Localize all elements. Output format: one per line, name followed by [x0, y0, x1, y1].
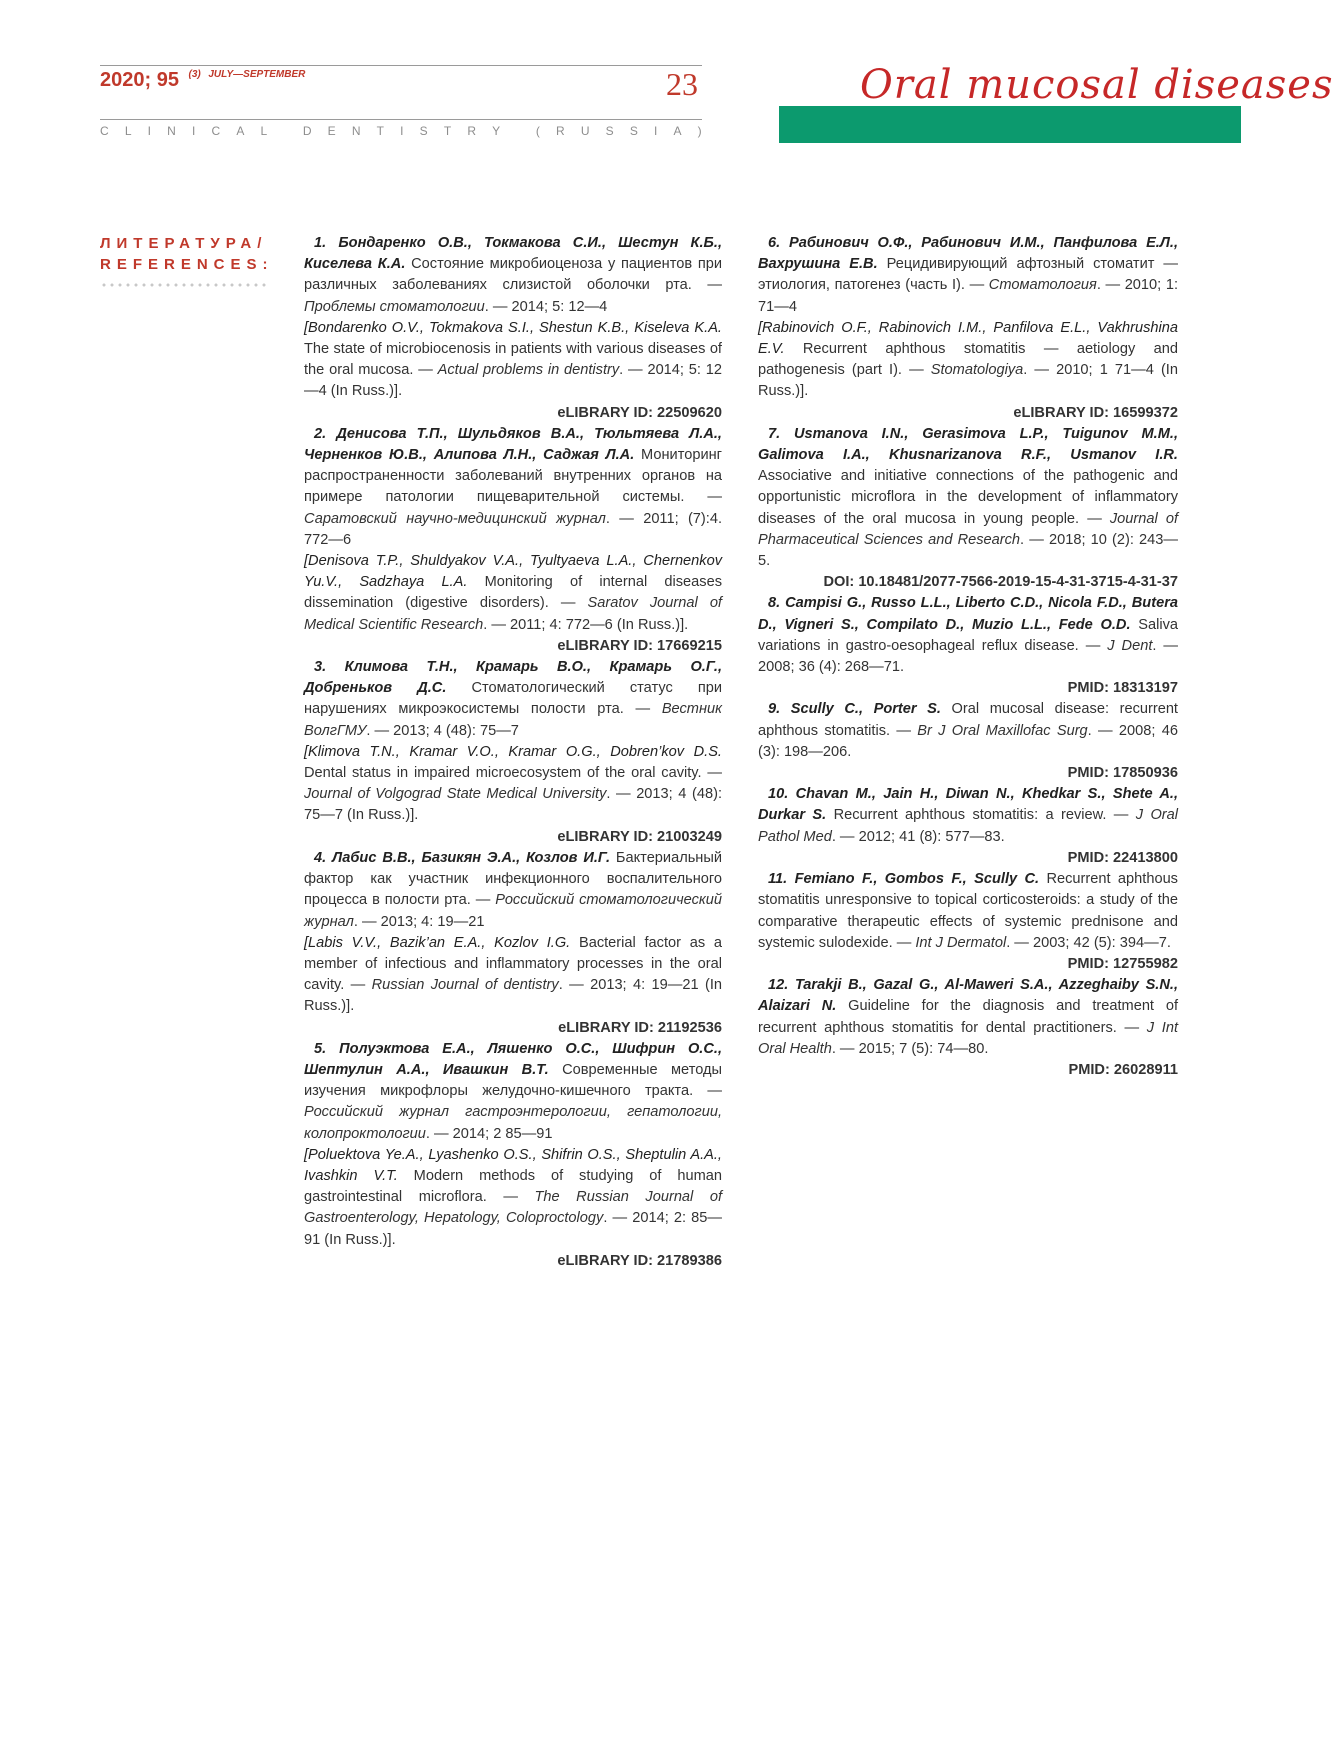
issue-number: (3)	[188, 69, 201, 80]
reference-id: PMID: 18313197	[1067, 680, 1178, 697]
reference-number: 2.	[314, 425, 337, 442]
reference-title-en: Dental status in impaired microecosystem of the oral cavity. —	[304, 765, 722, 782]
reference-title-en: Bacterial factor as a member of infectious and inflammatory processes in the oral cavity. —	[304, 934, 723, 994]
reference-source: J Oral Pathol Med	[758, 807, 1179, 845]
reference-number: 6.	[768, 235, 789, 251]
journal-letter: T	[443, 124, 452, 138]
reference-details: . — 2015; 7 (5): 74—80.	[831, 1040, 989, 1057]
reference-authors: Бондаренко О.В., Токмакова С.И., Шестун К.Б., Киселева К.А.	[304, 235, 722, 273]
reference-title: Guideline for the diagnosis and treatment of recurrent aphthous stomatitis for dental practitioners. —	[758, 998, 1178, 1036]
reference-translation	[304, 1145, 722, 1272]
reference-authors: Денисова Т.П., Шульдяков В.А., Тюльтяева Л.А., Черненков Ю.В., Алипова Л.Н., Саджая Л.А.	[304, 425, 722, 464]
journal-letter	[516, 124, 519, 138]
reference-number: 12.	[768, 977, 795, 994]
reference-authors: Scully C., Porter S.	[790, 701, 941, 718]
reference-title: Associative and initiative connections of the pathogenic and opportunistic microflora in the development of inflammatory diseases of the oral mucosa in young people. —	[758, 468, 1178, 527]
header-rule-bottom	[100, 119, 702, 120]
dotted-divider	[100, 283, 266, 287]
volume: 95	[156, 69, 179, 91]
year: 2020;	[100, 69, 152, 91]
reference-number: 9.	[768, 701, 791, 718]
reference-details-en: . — 2013; 4 (48): 75—7 (In Russ.)].	[304, 786, 722, 824]
reference-title-en: Modern methods of studying of human gastrointestinal microflora. —	[304, 1167, 722, 1206]
reference-source: J Dent	[1107, 637, 1153, 654]
section-color-bar	[779, 106, 1241, 143]
reference-id: DOI: 10.18481/2077-7566-2019-15-4-31-3715-4-31-37	[823, 574, 1178, 591]
references-label	[100, 233, 274, 275]
reference-source-en: Stomatologiya	[930, 362, 1024, 379]
reference-authors-en: [Denisova T.P., Shuldyakov V.A., Tyultyaeva L.A., Chernenkov Yu.V., Sadzhaya L.A.	[304, 553, 722, 591]
journal-letter: I	[654, 124, 658, 138]
reference-id: PMID: 17850936	[1067, 765, 1178, 782]
journal-letter: C	[211, 124, 221, 138]
reference-authors-en: [Labis V.V., Bazik’an E.A., Kozlov I.G.	[304, 934, 571, 951]
reference-source: J Int Oral Health	[758, 1019, 1179, 1057]
reference-number: 1.	[314, 235, 339, 251]
references-label-en: REFERENCES:	[100, 256, 274, 273]
journal-letter: C	[100, 124, 109, 138]
references-column-1	[304, 233, 722, 1272]
journal-letter: Y	[492, 124, 501, 138]
reference-details: . — 2010; 1: 71—4	[758, 277, 1178, 315]
reference-details-en: . — 2014; 5: 12—4 (In Russ.)].	[304, 362, 722, 400]
reference-id: PMID: 12755982	[1067, 955, 1178, 972]
reference-number: 10.	[768, 786, 796, 803]
reference-item	[758, 233, 1178, 318]
references-column-2	[758, 233, 1178, 1081]
journal-letter: A	[236, 124, 245, 138]
reference-details: . — 2018; 10 (2): 243—5.	[758, 531, 1178, 570]
reference-title: Состояние микробиоценоза у пациентов при различных заболеваниях слизистой оболочки рта. —	[304, 256, 722, 294]
reference-translation	[304, 318, 722, 424]
reference-title: Oral mucosal disease: recurrent aphthous stomatitis. —	[758, 701, 1178, 739]
reference-title: Recurrent aphthous stomatitis: a review. —	[826, 807, 1136, 824]
reference-title: Recurrent aphthous stomatitis unresponsive to topical corticosteroids: a study of the comparative therapeutic effects of systemic prednisone and systemic sulodexide. —	[758, 871, 1178, 951]
reference-authors: Femiano F., Gombos F., Scully C.	[794, 871, 1040, 888]
reference-item	[758, 699, 1178, 784]
reference-source: Journal of Pharmaceutical Sciences and Research	[758, 510, 1178, 548]
journal-letter: S	[629, 124, 638, 138]
reference-id: eLIBRARY ID: 22509620	[557, 404, 722, 421]
journal-letter: U	[580, 124, 590, 138]
reference-item	[758, 869, 1178, 975]
issue-period: JULY—SEPTEMBER	[208, 69, 306, 80]
reference-item	[304, 657, 722, 742]
reference-source-en: The Russian Journal of Gastroenterology, Hepatology, Coloproctology	[304, 1189, 722, 1227]
reference-authors: Usmanova I.N., Gerasimova L.P., Tuigunov M.M., Galimova I.A., Khusnarizanova R.F., Usmanov I.R.	[758, 425, 1179, 464]
reference-source-en: Russian Journal of dentistry	[371, 977, 559, 994]
reference-source: Проблемы стоматологии	[304, 298, 485, 315]
reference-source: Российский журнал гастроэнтерологии, гепатологии, колопроктологии	[304, 1104, 722, 1142]
reference-translation	[304, 742, 722, 848]
reference-item	[758, 975, 1178, 1081]
reference-item	[758, 593, 1178, 699]
reference-title: Saliva variations in gastro-oesophageal reflux disease. —	[758, 616, 1178, 654]
reference-source: Вестник ВолгГМУ	[304, 701, 722, 739]
reference-authors-en: [Klimova T.N., Kramar V.O., Kramar O.G., Dobren’kov D.S.	[304, 743, 722, 760]
reference-title: Стоматологический статус при нарушениях микроэкосистемы полости рта. —	[304, 680, 722, 718]
section-title: Oral mucosal diseases	[860, 62, 1334, 108]
header-rule-top	[100, 65, 702, 66]
reference-source-en: Actual problems in dentistry	[437, 362, 620, 379]
journal-letter: R	[556, 124, 565, 138]
reference-authors: Полуэктова Е.А., Ляшенко О.С., Шифрин О.С., Шептулин А.А., Ивашкин В.Т.	[304, 1040, 722, 1078]
reference-number: 11.	[768, 871, 795, 888]
reference-details: . — 2012; 41 (8): 577—83.	[831, 828, 1005, 845]
journal-letter: (	[535, 124, 540, 138]
reference-item	[758, 784, 1178, 869]
reference-source-en: Journal of Volgograd State Medical University	[304, 786, 607, 803]
journal-letter: I	[400, 124, 404, 138]
journal-letter: D	[302, 124, 312, 138]
reference-details: . — 2014; 5: 12—4	[484, 298, 608, 315]
reference-id: PMID: 22413800	[1067, 849, 1178, 866]
reference-source: Российский стоматологический журнал	[304, 892, 723, 930]
reference-details: . — 2003; 42 (5): 394—7.	[1006, 934, 1171, 951]
reference-title: Мониторинг распространенности заболеваний внутренних органов на примере патологии пищеварительной системы. —	[304, 447, 722, 506]
reference-source: Int J Dermatol	[915, 934, 1007, 951]
reference-authors: Климова Т.Н., Крамарь В.О., Крамарь О.Г., Добреньков Д.С.	[304, 659, 723, 697]
reference-number: 5.	[314, 1040, 340, 1057]
issue-info	[100, 69, 305, 92]
journal-letter: I	[192, 124, 196, 138]
reference-number: 3.	[314, 659, 345, 676]
reference-item	[758, 424, 1178, 594]
journal-letter: T	[376, 124, 385, 138]
reference-authors: Chavan M., Jain H., Diwan N., Khedkar S., Shete A., Durkar S.	[758, 786, 1178, 824]
journal-letter: L	[260, 124, 268, 138]
references-label-ru: ЛИТЕРАТУРА/	[100, 235, 268, 252]
journal-letter	[283, 124, 286, 138]
journal-letter: S	[605, 124, 614, 138]
reference-source: Саратовский научно-медицинский журнал	[304, 510, 606, 527]
reference-details: . — 2014; 2 85—91	[425, 1125, 553, 1142]
reference-title: Современные методы изучения микрофлоры желудочно-кишечного тракта. —	[304, 1061, 723, 1100]
reference-authors-en: [Poluektova Ye.A., Lyashenko O.S., Shifrin O.S., Sheptulin A.A., Ivashkin V.T.	[304, 1146, 722, 1184]
reference-title: Рецидивирующий афтозный стоматит — этиология, патогенез (часть I). —	[758, 256, 1178, 294]
reference-id: eLIBRARY ID: 21789386	[557, 1252, 722, 1269]
reference-authors: Рабинович О.Ф., Рабинович И.М., Панфилова Е.Л., Вахрушина Е.В.	[758, 235, 1178, 273]
reference-details: . — 2008; 36 (4): 268—71.	[758, 637, 1178, 676]
reference-details: . — 2013; 4 (48): 75—7	[366, 722, 519, 739]
reference-item	[304, 233, 722, 318]
reference-details: . — 2013; 4: 19—21	[353, 913, 485, 930]
reference-id: PMID: 26028911	[1068, 1061, 1178, 1078]
journal-letter: )	[697, 124, 702, 138]
reference-translation	[758, 318, 1178, 424]
reference-authors-en: [Rabinovich O.F., Rabinovich I.M., Panfilova E.L., Vakhrushina E.V.	[758, 319, 1178, 358]
reference-details: . — 2008; 46 (3): 198—206.	[758, 722, 1178, 760]
reference-title-en: The state of microbiocenosis in patients with various diseases of the oral mucosa. —	[304, 341, 722, 379]
page-number: 23	[666, 66, 698, 102]
reference-item	[304, 424, 722, 551]
reference-number: 8.	[768, 595, 786, 612]
journal-letter: S	[419, 124, 428, 138]
reference-number: 4.	[314, 849, 333, 866]
reference-details-en: . — 2013; 4: 19—21 (In Russ.)].	[304, 977, 723, 1015]
reference-item	[304, 848, 722, 933]
journal-letter: N	[351, 124, 361, 138]
journal-letter: I	[147, 124, 152, 138]
reference-details-en: . — 2014; 2: 85—91 (In Russ.)].	[304, 1210, 722, 1248]
reference-id: eLIBRARY ID: 21003249	[557, 828, 722, 845]
reference-authors: Campisi G., Russo L.L., Liberto C.D., Nicola F.D., Butera D., Vigneri S., Compilato D., Muzio L.L., Fede O.D.	[758, 595, 1178, 633]
reference-details: . — 2011; (7):4. 772—6	[304, 510, 723, 548]
reference-source: Стоматология	[988, 277, 1097, 294]
reference-title-en: Recurrent aphthous stomatitis — aetiology and pathogenesis (part I). —	[758, 341, 1178, 379]
journal-name	[100, 124, 702, 138]
reference-id: eLIBRARY ID: 17669215	[557, 637, 722, 654]
journal-letter: L	[124, 124, 132, 138]
reference-translation	[304, 933, 722, 1039]
reference-id: eLIBRARY ID: 16599372	[1013, 404, 1178, 421]
reference-source: Br J Oral Maxillofac Surg	[917, 722, 1088, 739]
reference-authors: Tarakji B., Gazal G., Al-Maweri S.A., Azzeghaiby S.N., Alaizari N.	[758, 977, 1179, 1015]
reference-title-en: Monitoring of internal diseases dissemination (digestive disorders). —	[304, 574, 722, 612]
reference-number: 7.	[768, 425, 794, 442]
journal-letter: E	[327, 124, 336, 138]
reference-item	[304, 1039, 722, 1145]
journal-letter: R	[467, 124, 477, 138]
reference-translation	[304, 551, 722, 657]
reference-id: eLIBRARY ID: 21192536	[558, 1019, 722, 1036]
reference-title: Бактериальный фактор как участник инфекционного воспалительного процесса в полости рта. —	[304, 849, 723, 909]
reference-source-en: Saratov Journal of Medical Scientific Research	[304, 595, 722, 633]
journal-letter: N	[167, 124, 176, 138]
reference-details-en: . — 2011; 4: 772—6 (In Russ.)].	[483, 616, 689, 633]
reference-authors-en: [Bondarenko O.V., Tokmakova S.I., Shestun K.B., Kiseleva K.A.	[304, 319, 722, 336]
journal-letter: A	[673, 124, 682, 138]
reference-details-en: . — 2010; 1 71—4 (In Russ.)].	[758, 362, 1178, 400]
reference-authors: Лабис В.В., Базикян Э.А., Козлов И.Г.	[332, 849, 611, 866]
